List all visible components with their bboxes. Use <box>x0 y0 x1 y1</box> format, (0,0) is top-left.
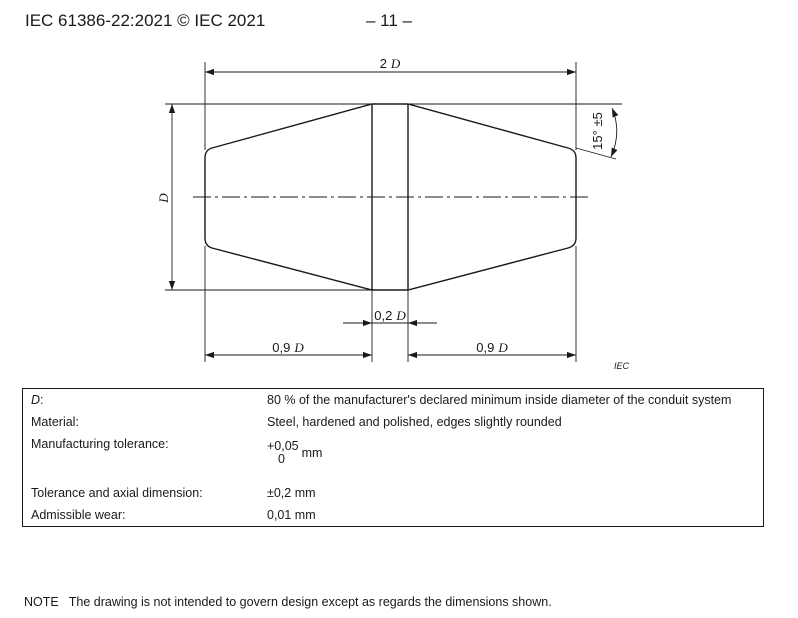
row-value: 80 % of the manufacturer's declared minimum inside diameter of the conduit system <box>267 393 732 407</box>
standard-reference: IEC 61386-22:2021 © IEC 2021 <box>25 11 266 30</box>
tolerance-unit: mm <box>301 445 323 460</box>
extension-lines <box>165 62 622 362</box>
note <box>24 595 552 609</box>
tolerance-value <box>267 440 322 466</box>
table-row <box>23 389 764 412</box>
row-key: Admissible wear: <box>31 508 126 522</box>
note-text: The drawing is not intended to govern design except as regards the dimensions shown. <box>68 595 552 609</box>
table-row <box>23 504 764 527</box>
row-key: Tolerance and axial dimension: <box>31 486 203 500</box>
dim-label-cone-right: 0,9 D <box>476 340 508 355</box>
row-value: ±0,2 mm <box>267 486 316 500</box>
specification-table <box>22 388 764 527</box>
tolerance-upper: +0,05 <box>267 439 299 453</box>
iec-mark: IEC <box>614 361 630 371</box>
table-row <box>23 482 764 504</box>
dim-label-band: 0,2 D <box>374 308 406 323</box>
dim-label-cone-left: 0,9 D <box>272 340 304 355</box>
dim-label-diameter: D <box>156 193 171 203</box>
angle-arc <box>611 108 617 157</box>
tolerance-lower: 0 <box>278 452 285 466</box>
note-label: NOTE <box>24 595 59 609</box>
dim-label-overall-length: 2 D <box>379 56 401 71</box>
table-row <box>23 433 764 482</box>
row-value: Steel, hardened and polished, edges slightly rounded <box>267 415 562 429</box>
row-value <box>261 433 764 482</box>
row-key: Material: <box>31 415 79 429</box>
row-value: 0,01 mm <box>267 508 316 522</box>
angle-label: 15° ±5 <box>590 112 605 150</box>
table-row <box>23 411 764 433</box>
row-key: Manufacturing tolerance: <box>31 437 169 451</box>
page-number: – 11 – <box>366 11 413 30</box>
row-key: D: <box>31 393 44 407</box>
